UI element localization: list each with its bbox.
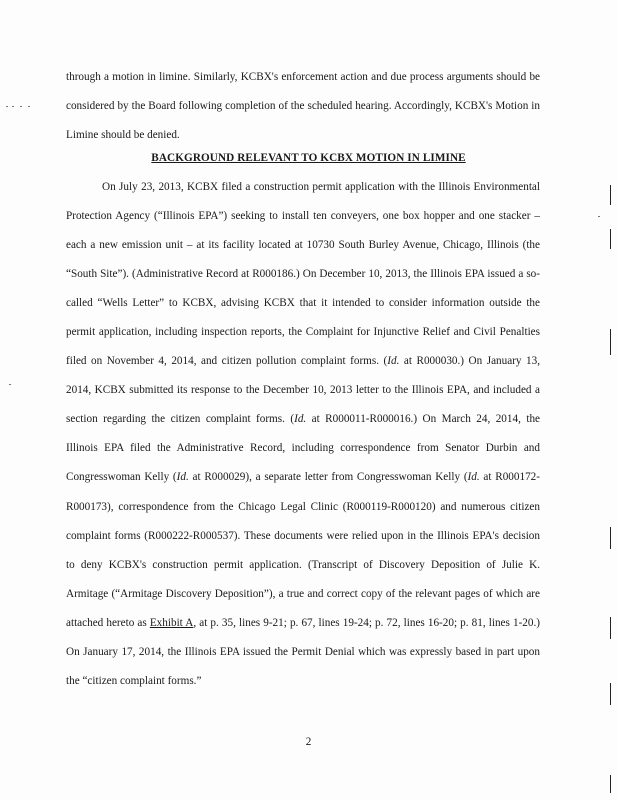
body-text-segment: at R000172-R000173), correspondence from the Chicago Legal Clinic (R000119-R000120) and numerous citizen complaint forms (R000222-R000537). These documents were relied upon in the Illinois EPA's decision to deny KCBX's construction permit application. (Transcript of Discovery Deposition of Julie K. Armitage (“Armitage Discovery Deposition”), a true and correct copy of the relevant pages of which are attached hereto as [66, 471, 540, 629]
body-text-segment: On July 23, 2013, KCBX filed a construction permit application with the Illinois Environmental Protection Agency (“Illinois EPA”) seeking to install ten conveyers, one box hopper and one stacker – each a new emission unit – at its facility located at 10730 South Burley Avenue, Chicago, Illinois (the “South Site”). (Administrative Record at R000186.) On December 10, 2013, the Illinois EPA issued a so-called “Wells Letter” to KCBX, advising KCBX that it intended to consider information outside the permit application, including inspection reports, the Complaint for Injunctive Relief and Civil Penalties filed on November 4, 2014, and citizen pollution complaint forms. ( [66, 181, 540, 368]
revision-bar [610, 617, 611, 639]
id-citation: Id. [467, 471, 480, 484]
body-text-segment: at R000011-R000016.) On March 24, 2014, the Illinois EPA filed the Administrative Record, including correspondence from Senator Durbin and Congresswoman Kelly ( [66, 413, 540, 484]
margin-mark [12, 106, 14, 107]
section-heading: BACKGROUND RELEVANT TO KCBX MOTION IN LIMINE [151, 152, 466, 164]
id-citation: Id. [176, 471, 189, 484]
body-text-segment: at R000030.) On January 13, 2014, KCBX submitted its response to the December 10, 2013 letter to the Illinois EPA, and included a section regarding the citizen complaint forms. ( [66, 355, 540, 426]
margin-mark [28, 106, 30, 107]
revision-bar [610, 229, 611, 249]
margin-mark [9, 384, 11, 385]
background-paragraph [66, 173, 540, 696]
margin-mark [598, 216, 600, 217]
id-citation: Id. [387, 355, 400, 368]
intro-paragraph: through a motion in limine. Similarly, KCBX's enforcement action and due process arguments should be considered by the Board following completion of the scheduled hearing. Accordingly, KCBX's Motion in Limine should be denied. [66, 71, 540, 142]
exhibit-reference: Exhibit A [149, 616, 194, 629]
revision-bar [610, 775, 611, 793]
margin-mark [20, 106, 22, 107]
body-text-segment: , at p. 35, lines 9-21; p. 67, lines 19-24; p. 72, lines 16-20; p. 81, lines 1-20.) On January 17, 2014, the Illinois EPA issued the Permit Denial which was expressly based in part upon the “citizen complaint forms.” [66, 616, 541, 687]
revision-bar [610, 329, 611, 355]
revision-bar [610, 527, 611, 549]
margin-mark [6, 106, 8, 107]
revision-bar [610, 185, 611, 205]
page-number: 2 [305, 736, 312, 748]
revision-bar [610, 683, 611, 705]
id-citation: Id. [294, 413, 307, 426]
body-text-segment: at R000029), a separate letter from Congresswoman Kelly ( [188, 471, 468, 484]
